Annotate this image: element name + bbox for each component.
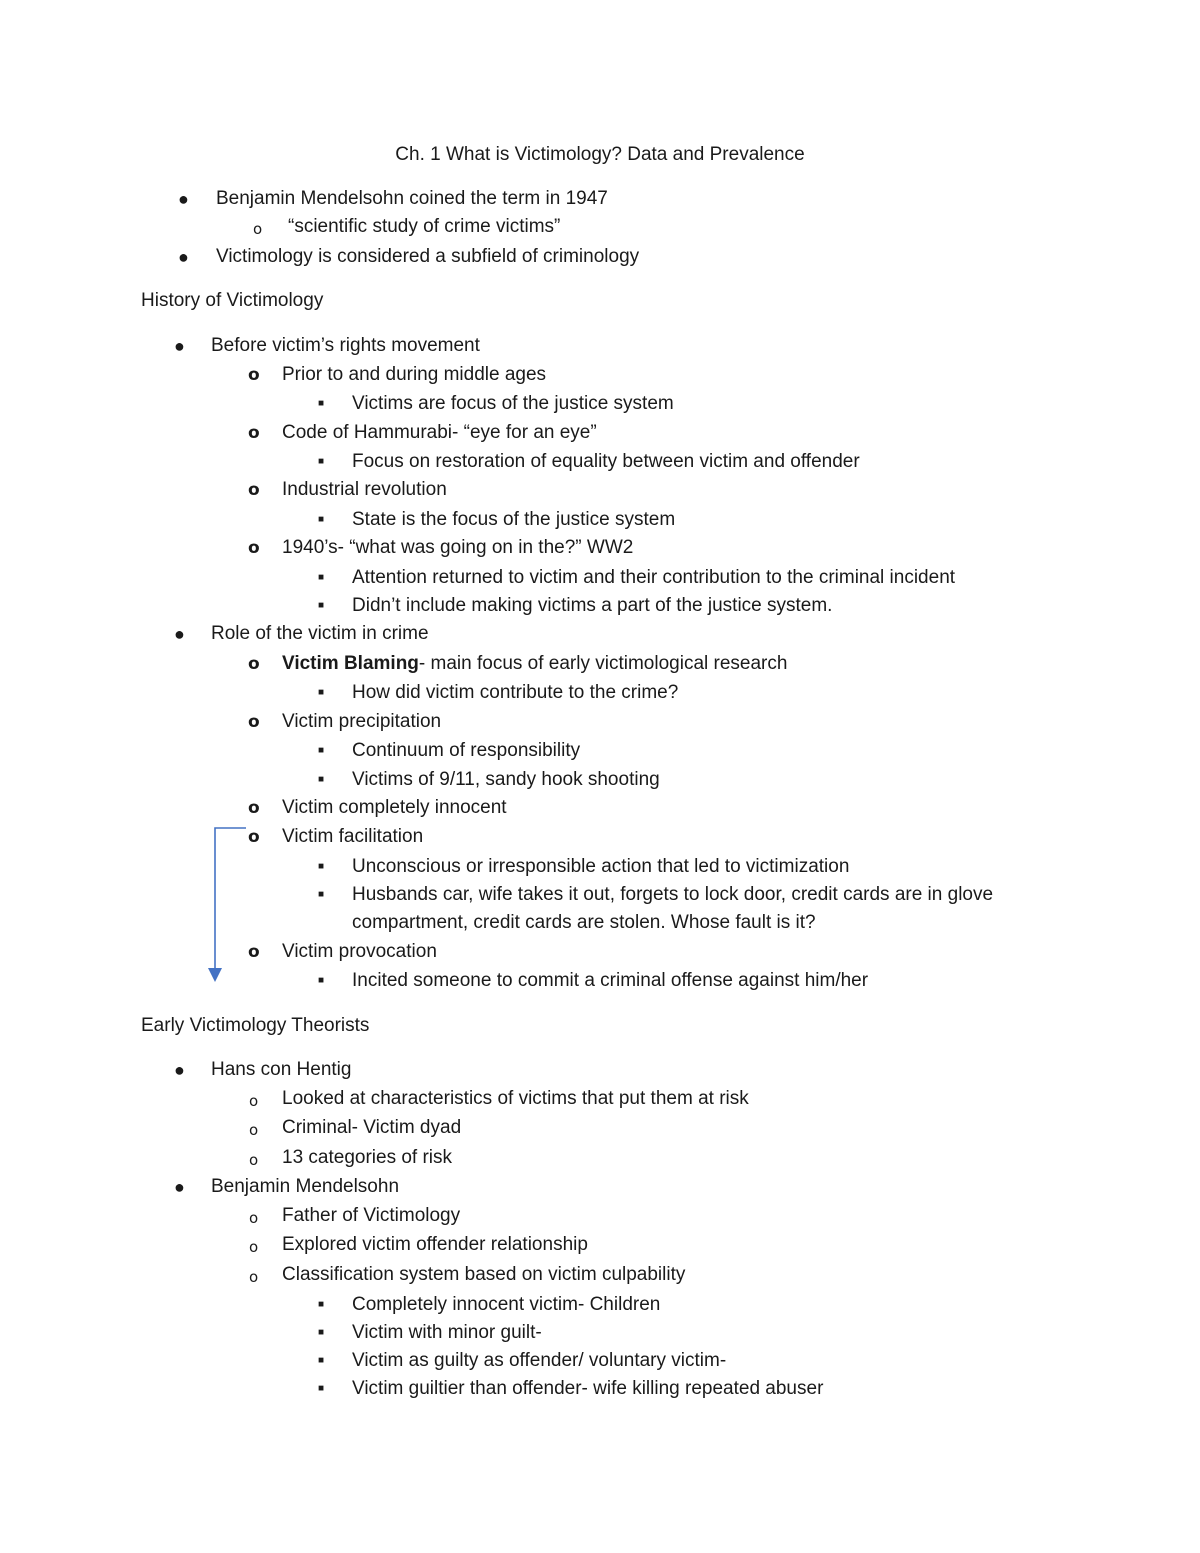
list-item: Incited someone to commit a criminal offense against him/her: [352, 970, 869, 991]
list-item: Unconscious or irresponsible action that led to victimization: [352, 856, 850, 877]
list-item: Before victim’s rights movement: [211, 335, 480, 356]
list-item: Role of the victim in crime: [211, 623, 429, 644]
list-item: Focus on restoration of equality between victim and offender: [352, 451, 860, 472]
term-definition: - main focus of early victimological research: [418, 653, 788, 674]
list-item: Continuum of responsibility: [352, 740, 581, 761]
bullet-square: ■: [318, 889, 325, 900]
list-item: How did victim contribute to the crime?: [352, 682, 679, 703]
section-heading-history: History of Victimology: [141, 290, 324, 311]
list-item: Victimology is considered a subfield of criminology: [216, 246, 640, 267]
list-item: Industrial revolution: [282, 479, 447, 500]
bullet-square: ■: [318, 687, 325, 698]
list-item: Victims of 9/11, sandy hook shooting: [352, 769, 660, 790]
list-item: Classification system based on victim culpability: [282, 1264, 686, 1285]
bullet-square: ■: [318, 861, 325, 872]
bullet-circle: o: [248, 365, 260, 385]
bullet-disc: ●: [174, 336, 185, 356]
bullet-square: ■: [318, 745, 325, 756]
bullet-disc: ●: [174, 624, 185, 644]
list-item: 1940’s- “what was going on in the?” WW2: [282, 537, 634, 558]
arrow-line: [215, 828, 246, 968]
bullet-circle: o: [249, 1121, 259, 1139]
bullet-circle: o: [248, 827, 260, 847]
bullet-disc: ●: [174, 1177, 185, 1197]
bullet-square: ■: [318, 514, 325, 525]
list-item: Husbands car, wife takes it out, forgets to lock door, credit cards are in glove: [352, 884, 994, 905]
bullet-circle: o: [249, 1268, 259, 1286]
bullet-circle: o: [248, 654, 260, 674]
list-item: 13 categories of risk: [282, 1147, 453, 1168]
bullet-circle: o: [248, 942, 260, 962]
arrow-head: [208, 968, 222, 982]
list-item: Criminal- Victim dyad: [282, 1117, 462, 1138]
bullet-circle: o: [248, 712, 260, 732]
list-item: Prior to and during middle ages: [282, 364, 547, 385]
list-item: Victim guiltier than offender- wife killing repeated abuser: [352, 1378, 824, 1399]
bullet-disc: ●: [178, 247, 189, 267]
list-item: Looked at characteristics of victims that put them at risk: [282, 1088, 749, 1109]
bullet-circle: o: [248, 480, 260, 500]
bullet-circle: o: [249, 1209, 259, 1227]
list-item: Victim facilitation: [282, 826, 424, 847]
bullet-square: ■: [318, 1299, 325, 1310]
list-item: Completely innocent victim- Children: [352, 1294, 661, 1315]
list-item: Hans con Hentig: [211, 1059, 352, 1080]
list-item: Code of Hammurabi- “eye for an eye”: [282, 422, 597, 443]
term-victim-blaming: Victim Blaming: [282, 653, 419, 674]
bullet-square: ■: [318, 975, 325, 986]
bullet-circle: o: [253, 220, 263, 238]
bullet-circle: o: [249, 1238, 259, 1256]
list-item: Victim provocation: [282, 941, 437, 962]
bullet-square: ■: [318, 572, 325, 583]
bullet-circle: o: [248, 538, 260, 558]
list-item: Benjamin Mendelsohn coined the term in 1947: [216, 188, 608, 209]
bullet-disc: ●: [174, 1060, 185, 1080]
list-item: Victim precipitation: [282, 711, 442, 732]
list-item: Attention returned to victim and their contribution to the criminal incident: [352, 567, 956, 588]
bullet-square: ■: [318, 1327, 325, 1338]
bullet-circle: o: [248, 798, 260, 818]
list-item: Explored victim offender relationship: [282, 1234, 588, 1255]
bullet-circle: o: [248, 423, 260, 443]
bullet-square: ■: [318, 456, 325, 467]
bullet-square: ■: [318, 774, 325, 785]
bullet-square: ■: [318, 1383, 325, 1394]
bullet-circle: o: [249, 1151, 259, 1169]
page-title: Ch. 1 What is Victimology? Data and Prevalence: [395, 144, 805, 165]
list-item-continuation: compartment, credit cards are stolen. Whose fault is it?: [352, 912, 816, 933]
section-heading-theorists: Early Victimology Theorists: [141, 1015, 370, 1036]
bullet-square: ■: [318, 1355, 325, 1366]
list-item: Victim completely innocent: [282, 797, 507, 818]
list-item: State is the focus of the justice system: [352, 509, 676, 530]
bullet-circle: o: [249, 1092, 259, 1110]
list-item: Father of Victimology: [282, 1205, 461, 1226]
bullet-square: ■: [318, 398, 325, 409]
bullet-disc: ●: [178, 189, 189, 209]
list-item: “scientific study of crime victims”: [288, 216, 561, 237]
list-item: Benjamin Mendelsohn: [211, 1176, 400, 1197]
bullet-square: ■: [318, 600, 325, 611]
list-item: Victim with minor guilt-: [352, 1322, 542, 1343]
list-item: Didn’t include making victims a part of the justice system.: [352, 595, 833, 616]
list-item: Victims are focus of the justice system: [352, 393, 674, 414]
list-item: Victim as guilty as offender/ voluntary victim-: [352, 1350, 727, 1371]
